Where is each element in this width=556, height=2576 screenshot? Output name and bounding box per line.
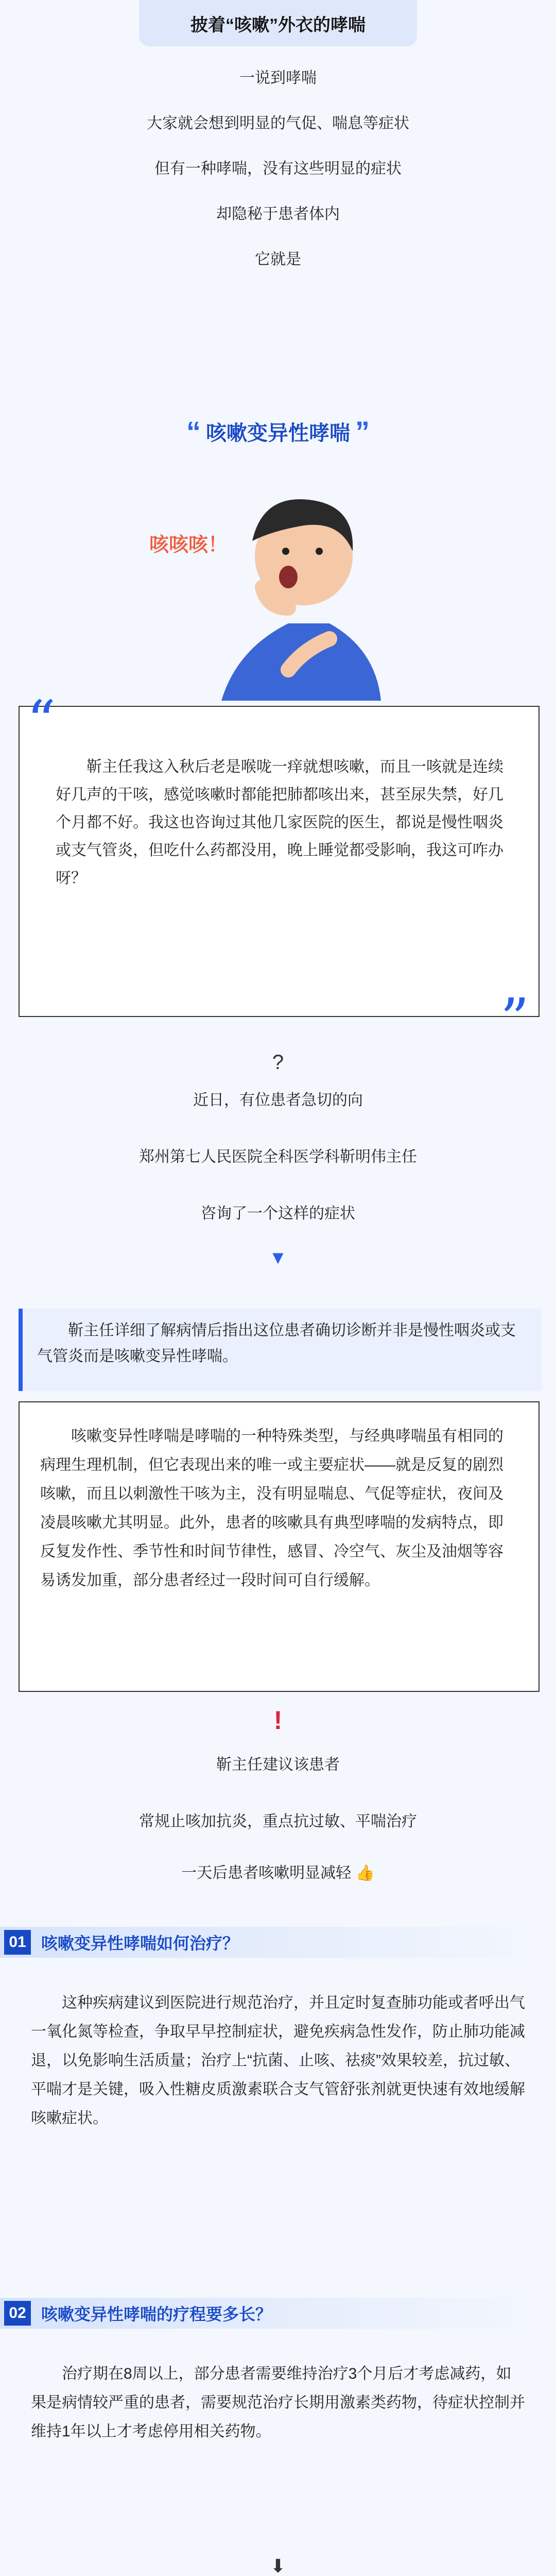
qa-question: 咳嗽变异性哮喘的疗程要多长？ xyxy=(41,2305,272,2324)
article-banner xyxy=(139,0,417,46)
intro-line: 却隐秘于患者体内 xyxy=(216,206,340,223)
definition-text: 咳嗽变异性哮喘是哮喘的一种特殊类型，与经典哮喘虽有相同的病理生理机制，但它表现出来的唯一或主要症状——就是反复的剧烈咳嗽，而且以刺激性干咳为主，没有明显喘息、气促等症状，夜间及凌晨咳嗽尤其明显。此外，患者的咳嗽具有典型哮喘的发病特点，即反复发作性、季节性和时间节律性，感冒、冷空气、灰尘及油烟等容易诱发加重，部分患者经过一段时间可自行缓解。 xyxy=(40,1428,503,1589)
advice-line: 常规止咳加抗炎，重点抗过敏、平喘治疗 xyxy=(139,1813,417,1830)
quote-close-icon: ” xyxy=(355,415,370,448)
definition-box xyxy=(19,1401,540,1692)
qa-heading-1 xyxy=(0,1927,556,1958)
exclamation-icon: ! xyxy=(273,1706,283,1735)
visit-line-2: 郑州第七人民医院全科医学科靳明伟主任 xyxy=(139,1148,417,1165)
doctor-diagnosis-text: 靳主任详细了解病情后指出这位患者确切诊断并非是慢性咽炎或支气管炎而是咳嗽变异性哮喘。 xyxy=(37,1322,516,1365)
intro-line: 它就是 xyxy=(255,251,301,268)
intro-block xyxy=(0,67,556,294)
thumbs-up-icon: 👍 xyxy=(355,1865,375,1882)
cough-sound-text: 咳咳咳！ xyxy=(149,534,228,556)
person-mouth xyxy=(279,566,298,588)
qa-answer-1: 这种疾病建议到医院进行规范治疗，并且定时复查肺功能或者呼出气一氧化氮等检查，争取早早控制症状，避免疾病急性发作，防止肺功能减退，以免影响生活质量；治疗上“抗菌、止咳、祛痰”效果较差，抗过敏、平喘才是关键，吸入性糖皮质激素联合支气管舒张剂就更快速有效地缓解咳嗽症状。 xyxy=(31,1994,525,2127)
person-eye xyxy=(282,548,289,555)
coughing-person-illustration xyxy=(134,453,422,701)
qa-answer-2: 治疗期在8周以上，部分患者需要维持治疗3个月后才考虑减药，如果是病情较严重的患者，需要规范治疗长期用激素类药物，待症状控制并维持1年以上才考虑停用相关药物。 xyxy=(31,2365,525,2440)
visit-line-3: 咨询了一个这样的症状 xyxy=(201,1205,355,1222)
doctor-diagnosis-box xyxy=(19,1309,542,1391)
person-eye xyxy=(316,548,323,555)
qa-question: 咳嗽变异性哮喘如何治疗？ xyxy=(41,1934,239,1953)
disease-name-badge xyxy=(129,412,427,450)
intro-line: 一说到哮喘 xyxy=(239,70,317,87)
visit-line-1: 近日，有位患者急切的向 xyxy=(193,1092,363,1109)
intro-line: 大家就会想到明显的气促、喘息等症状 xyxy=(147,115,409,132)
quote-close-icon: ” xyxy=(500,986,529,1052)
question-mark-icon: ? xyxy=(272,1051,284,1074)
disease-name: 咳嗽变异性哮喘 xyxy=(206,421,350,445)
arrow-down-icon: ⬇ xyxy=(270,2555,286,2576)
patient-quote-text: 靳主任我这入秋后老是喉咙一痒就想咳嗽，而且一咳就是连续好几声的干咳，感觉咳嗽时都能把肺都咳出来，甚至尿失禁，好几个月都不好。我这也咨询过其他几家医院的医生，都说是慢性咽炎或支气管炎，但吃什么药都没用，晚上睡觉都受影响，我这可咋办呀？ xyxy=(56,758,503,887)
intro-line: 但有一种哮喘，没有这些明显的症状 xyxy=(154,160,402,177)
quote-open-icon: “ xyxy=(186,415,201,448)
qa-number: 01 xyxy=(4,1930,31,1955)
chevron-down-icon: ▼ xyxy=(269,1247,287,1268)
banner-title: 披着“咳嗽”外衣的哮喘 xyxy=(190,15,366,35)
patient-quote-box xyxy=(19,688,540,1052)
qa-heading-2 xyxy=(0,2298,556,2329)
advice-intro: 靳主任建议该患者 xyxy=(216,1756,340,1773)
advice-result xyxy=(0,1860,556,1883)
advice-result-text: 一天后患者咳嗽明显减轻 xyxy=(181,1865,352,1882)
quote-open-icon: “ xyxy=(27,688,56,754)
qa-number: 02 xyxy=(4,2301,31,2326)
